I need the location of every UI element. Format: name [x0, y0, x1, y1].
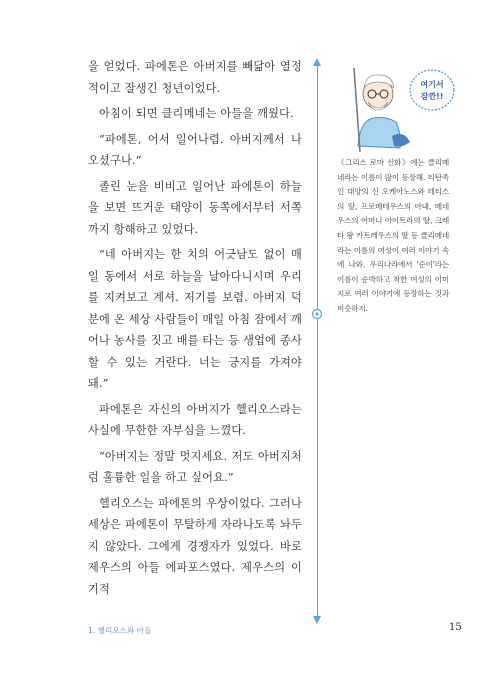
- main-text: [88, 56, 302, 604]
- speech-bubble: [410, 70, 454, 110]
- chapter-label: 1. 헬리오스와 아들: [88, 626, 152, 635]
- helios-character-illustration: [340, 60, 460, 155]
- paragraph: “네 아버지는 한 치의 어긋남도 없이 매일 동에서 서로 하늘을 날아다니시며 우리를 지켜보고 계셔. 저기를 보렴. 아버지 덕분에 온 세상 사람들이 매일 아침 잠에서 깨어나 농사를 짓고 배를 타는 등 생업에 종사할 수 있는 거란다. 너는 긍지를 가져야 돼.”: [88, 248, 302, 390]
- paragraph: 아침이 되면 클리메네는 아들을 깨웠다.: [99, 107, 294, 120]
- paragraph: “파에톤, 어서 일어나렴. 아버지께서 나오셨구나.”: [88, 132, 302, 167]
- paragraph: 파에톤은 자신의 아버지가 헬리오스라는 사실에 무한한 자부심을 느꼈다.: [88, 402, 302, 437]
- paragraph: 을 얻었다. 파에톤은 아버지를 빼닮아 열정적이고 잘생긴 청년이었다.: [88, 60, 302, 95]
- divider-cap-top-icon: [313, 58, 321, 66]
- bubble-line-2: 잠깐!!: [420, 92, 444, 101]
- bubble-line-1: 여기서: [420, 80, 444, 89]
- sidebar-note-text: 《그리스 로마 신화》에는 클리메네라는 이름이 많이 등장해. 티탄족인 대양의 신 오케아노스와 테티스의 딸, 프로메테우스의 아내, 메네우스의 어머니 아이트라의 딸, 크레타 왕 카트레우스의 딸 등 클리메네라는 이름의 여성이 여러 이야기 속에 나와. 우리나라에서 '순이'라는 이름이 순박하고 착한 여성의 이미지로 여러 이야기에 등장하는 것과 비슷하지.: [337, 158, 449, 313]
- page-number: 15: [449, 622, 462, 633]
- divider-knot-icon: [311, 308, 323, 320]
- sidebar-note: [337, 156, 449, 317]
- character-icon: [354, 68, 410, 152]
- paragraph: “아버지는 정말 멋지세요. 저도 아버지처럼 훌륭한 일을 하고 싶어요.”: [88, 449, 302, 484]
- divider-cap-bottom-icon: [313, 616, 321, 624]
- paragraph: 졸린 눈을 비비고 일어난 파에톤이 하늘을 보면 뜨거운 태양이 동쪽에서부터 서쪽까지 항해하고 있었다.: [88, 179, 302, 236]
- sidebar-divider-line: [317, 62, 318, 622]
- paragraph: 헬리오스는 파에톤의 우상이었다. 그러나 세상은 파에톤이 무탈하게 자라나도록 놔두지 않았다. 그에게 경쟁자가 있었다. 바로 제우스의 아들 에파포스였다. 제우스의 이기적: [88, 496, 302, 596]
